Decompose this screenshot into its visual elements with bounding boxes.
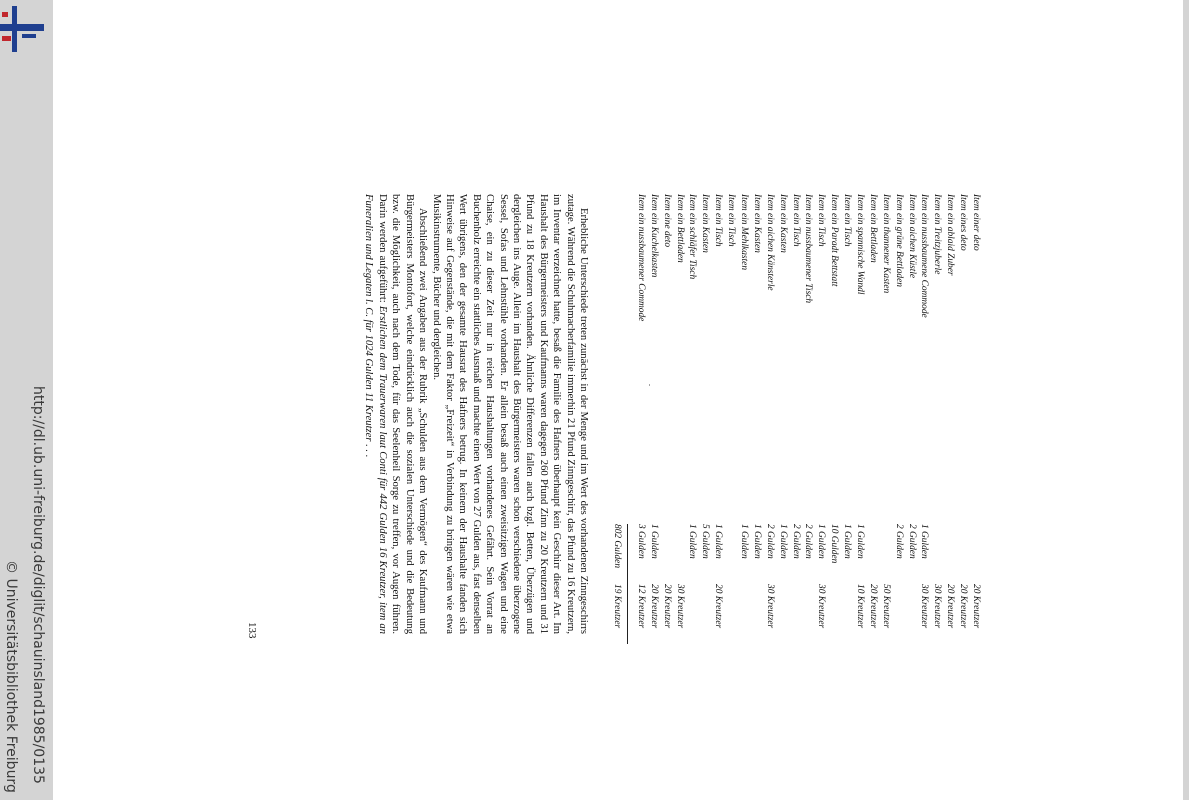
inventory-item-label: Item eine deto (661, 194, 672, 248)
inventory-item-label: Item einer deto (971, 194, 981, 251)
inventory-row (634, 194, 647, 644)
total-gulden: 802 Gulden (611, 524, 622, 569)
inventory-item-label: Item ein grüne Bettladen (893, 194, 904, 287)
inventory-row (930, 194, 943, 644)
viewer-right-border (1183, 0, 1189, 800)
total-kreuzer: 19 Kreutzer (611, 584, 622, 629)
inventory-item-label: Item ein Kuchelkasten (648, 194, 659, 278)
inventory-item-gulden: 1 Gulden (854, 524, 865, 559)
inventory-item-label: Item ein thannener Kasten (880, 194, 891, 294)
inventory-row (737, 194, 750, 644)
inventory-row (776, 194, 789, 644)
inventory-item-gulden: 1 Gulden (777, 524, 788, 559)
inventory-row (673, 194, 686, 644)
inventory-item-kreuzer: 20 Kreutzer (971, 584, 981, 629)
inventory-row (918, 194, 931, 644)
inventory-item-gulden: 2 Gulden (764, 524, 775, 559)
inventory-item-kreuzer: 20 Kreutzer (945, 584, 956, 629)
inventory-item-label: Item ein nussbaumener Commode (635, 194, 646, 322)
inventory-item-label: Item ein Tisch (790, 194, 801, 247)
inventory-row (660, 194, 673, 644)
inventory-item-gulden: 5 Gulden (700, 524, 711, 559)
inventory-row (711, 194, 724, 644)
inventory-item-label: Item eines deto (958, 194, 969, 251)
viewer-sidebar (0, 0, 53, 800)
scan-speck: . (647, 384, 656, 386)
inventory-row (866, 194, 879, 644)
inventory-item-label: Item ein nussbaumene Commode (919, 194, 930, 318)
copyright-notice: © Universitätsbibliothek Freiburg (3, 560, 19, 793)
inventory-item-gulden: 1 Gulden (648, 524, 659, 559)
inventory-item-label: Item ein aichen Känsterle (764, 194, 775, 291)
inventory-item-label: Item ein Tisch (713, 194, 724, 247)
inventory-item-label: Item ein schläfer Tisch (687, 194, 698, 280)
inventory-item-label: Item ein Kasten (777, 194, 788, 253)
inventory-item-label: Item ein Paradt Bettstatt (829, 194, 840, 287)
inventory-item-kreuzer: 20 Kreutzer (958, 584, 969, 629)
inventory-item-kreuzer: 12 Kreutzer (635, 584, 646, 629)
inventory-row (969, 194, 982, 644)
inventory-item-label: Item ein aichen Küstle (906, 194, 917, 279)
inventory-row (943, 194, 956, 644)
inventory-item-kreuzer: 30 Kreutzer (764, 584, 775, 629)
inventory-item-label: Item ein Kasten (700, 194, 711, 253)
body-paragraph-1: Erhebliche Unterschiede treten zunächst in der Menge und im Wert des vorhandenen Zinngeschirrs zutage. Während die Schuhmacherfamilie immerhin 21 Pfund Zinngeschirr, das Pfund zu 16 Kreutzern, im Inventar verzeichnet hatte, besaß die Familie des Hafners überhaupt kein Geschirr dieser Art. Im Haushalt des Bürgermeisters und Kaufmanns waren dagegen 260 Pfund Zinn zu 20 Kreutzern und 31 Pfund zu 18 Kreutzern vorhanden. Ähnliche Differenzen fallen auch bzgl. Betten, Überzügen und dergleichen ins Auge. Allein im Haushalt des Bürgermeisters waren schon verschiedene überzogene Sessel, Sofas und Lehnstühle vorhanden. Er allein besaß auch einen zweisitzigen Wagen und eine Chaise, ein zu dieser Zeit nur in reichen Haushaltungen vorhandenes Gefährt. Sein Vorrat an Buchenholz erreichte ein stattliches Ausmaß und machte einen Wert von 27 Gulden aus, fast denselben Wert übrigens, den der gesamte Hausrat des Hafners betrug. In keinem der Haushalte fanden sich Hinweise auf Gegenstände, die mit dem Faktor „Freizeit“ in Verbindung zu bringen wären wie etwa Musikinstrumente, Bücher und dergleichen. (430, 194, 589, 634)
inventory-row (698, 194, 711, 644)
inventory-item-gulden: 1 Gulden (842, 524, 853, 559)
inventory-item-label: Item ein Mehlkasten (738, 194, 749, 271)
inventory-item-label: Item ein Tisch (842, 194, 853, 247)
library-logo-icon (0, 6, 44, 52)
inventory-row (840, 194, 853, 644)
inventory-item-gulden: 2 Gulden (893, 524, 904, 559)
inventory-list (609, 194, 982, 644)
inventory-row (724, 194, 737, 644)
inventory-item-gulden: 2 Gulden (906, 524, 917, 559)
inventory-item-kreuzer: 30 Kreutzer (674, 584, 685, 629)
inventory-item-label: Item ein ablaid Zuber (945, 194, 956, 276)
inventory-row (879, 194, 892, 644)
inventory-item-label: Item ein nussbaumener Tisch (803, 194, 814, 304)
inventory-item-gulden: 1 Gulden (738, 524, 749, 559)
inventory-row (750, 194, 763, 644)
inventory-item-gulden: 1 Gulden (816, 524, 827, 559)
inventory-item-kreuzer: 30 Kreutzer (919, 584, 930, 629)
inventory-row (853, 194, 866, 644)
inventory-total (609, 194, 623, 644)
inventory-item-gulden: 3 Gulden (635, 524, 646, 559)
inventory-item-label: Item ein spannische Wandl (854, 194, 865, 295)
inventory-item-gulden: 1 Gulden (687, 524, 698, 559)
inventory-item-label: Item ein Bettladen (867, 194, 878, 263)
inventory-item-gulden: 2 Gulden (803, 524, 814, 559)
paragraph-2-lead: Abschließend zwei Angaben aus der Rubrik „Schulden aus dem Vermögen“ des Kaufmann und Bürgermeisters Montofort, welche eindrücklich auch die sozialen Unterschiede und die Bedeutung bzw. die Möglichkeit, auch nach dem Tode, für das Seelenheil Sorge zu treffen, vor Augen führen. Darin werden aufgeführt: (376, 194, 429, 634)
inventory-item-kreuzer: 50 Kreutzer (880, 584, 891, 629)
inventory-item-gulden: 1 Gulden (713, 524, 724, 559)
inventory-row (814, 194, 827, 644)
inventory-item-gulden: 2 Gulden (790, 524, 801, 559)
inventory-item-kreuzer: 20 Kreutzer (713, 584, 724, 629)
inventory-item-kreuzer: 30 Kreutzer (932, 584, 943, 629)
inventory-row (802, 194, 815, 644)
inventory-item-label: Item ein Treitzjuberle (932, 194, 943, 275)
inventory-row (789, 194, 802, 644)
inventory-item-gulden: 1 Gulden (751, 524, 762, 559)
inventory-row (905, 194, 918, 644)
total-rule (627, 524, 628, 644)
inventory-item-kreuzer: 20 Kreutzer (661, 584, 672, 629)
inventory-row (686, 194, 699, 644)
inventory-item-gulden: 10 Gulden (829, 524, 840, 564)
inventory-item-label: Item ein Tisch (726, 194, 737, 247)
inventory-item-label: Item ein Kasten (751, 194, 762, 253)
inventory-item-gulden: 1 Gulden (919, 524, 930, 559)
inventory-row (647, 194, 660, 644)
paragraph-2-quote: Erstlichen dem Trauerwaren laut Conti für 442 Gulden 16 Kreutzer, item an Funeralien und Legaten l. C. für 1024 Gulden 11 Kreutzer . . . (363, 194, 388, 635)
scanned-page (246, 166, 1000, 686)
body-paragraph-2 (362, 194, 429, 634)
inventory-item-label: Item ein Bettladen (674, 194, 685, 263)
page-number: 133 (246, 622, 258, 639)
inventory-row (827, 194, 840, 644)
source-url-link[interactable]: http://dl.ub.uni-freiburg.de/diglit/schauinsland1985/0135 (30, 386, 46, 784)
inventory-row (763, 194, 776, 644)
inventory-item-kreuzer: 10 Kreutzer (854, 584, 865, 629)
inventory-item-kreuzer: 30 Kreutzer (816, 584, 827, 629)
inventory-item-kreuzer: 20 Kreutzer (648, 584, 659, 629)
body-text (362, 194, 590, 634)
inventory-row (892, 194, 905, 644)
inventory-item-label: Item ein Tisch (816, 194, 827, 247)
inventory-item-kreuzer: 20 Kreutzer (867, 584, 878, 629)
inventory-row (956, 194, 969, 644)
